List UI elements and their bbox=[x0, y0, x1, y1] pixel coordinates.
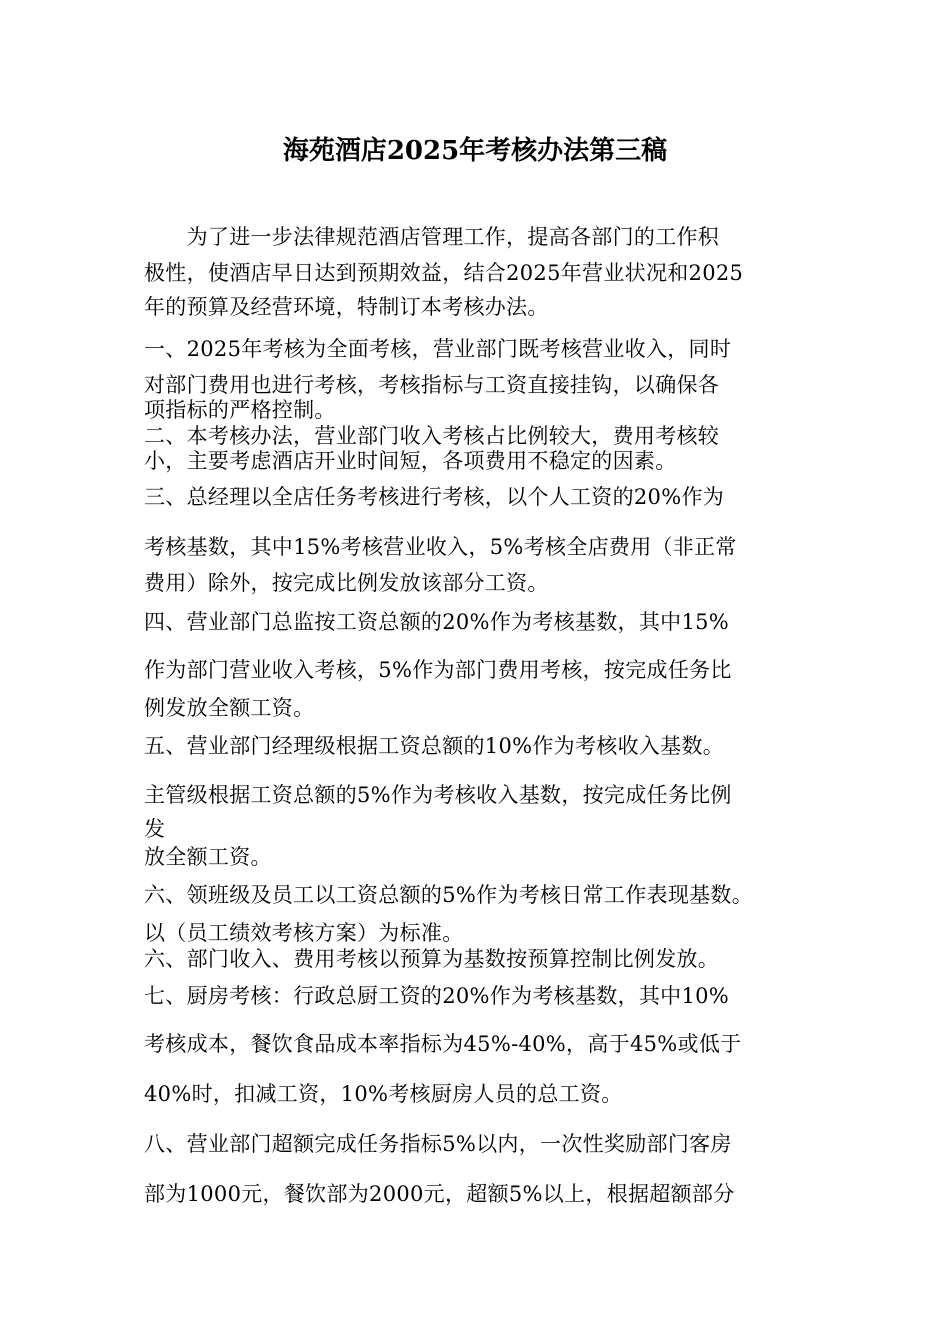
paragraph-line: 考核成本，餐饮食品成本率指标为45%-40%，高于45%或低于 bbox=[144, 1032, 742, 1056]
paragraph-line: 项指标的严格控制。 bbox=[144, 398, 336, 422]
paragraph-line: 发 bbox=[144, 817, 166, 841]
paragraph-line: 部为1000元，餐饮部为2000元，超额5%以上，根据超额部分 bbox=[144, 1182, 735, 1206]
paragraph-line: 六、领班级及员工以工资总额的5%作为考核日常工作表现基数。 bbox=[144, 883, 754, 907]
paragraph-line: 八、营业部门超额完成任务指标5%以内，一次性奖励部门客房 bbox=[144, 1132, 732, 1156]
paragraph-line: 极性，使酒店早日达到预期效益，结合2025年营业状况和2025 bbox=[144, 261, 744, 285]
paragraph-line: 考核基数，其中15%考核营业收入，5%考核全店费用（非正常 bbox=[144, 535, 737, 559]
paragraph-line: 主管级根据工资总额的5%作为考核收入基数，按完成任务比例 bbox=[144, 783, 732, 807]
paragraph-line: 例发放全额工资。 bbox=[144, 696, 315, 720]
paragraph-line: 四、营业部门总监按工资总额的20%作为考核基数，其中15% bbox=[144, 610, 730, 634]
paragraph-line: 以（员工绩效考核方案）为标准。 bbox=[144, 921, 464, 945]
paragraph-line: 七、厨房考核：行政总厨工资的20%作为考核基数，其中10% bbox=[144, 984, 730, 1008]
paragraph-line: 二、本考核办法，营业部门收入考核占比例较大，费用考核较 bbox=[144, 424, 720, 448]
paragraph-line: 放全额工资。 bbox=[144, 845, 272, 869]
paragraph-line: 作为部门营业收入考核，5%作为部门费用考核，按完成任务比 bbox=[144, 658, 732, 682]
paragraph-line: 小，主要考虑酒店开业时间短，各项费用不稳定的因素。 bbox=[144, 449, 677, 473]
document-title: 海苑酒店2025年考核办法第三稿 bbox=[282, 136, 668, 166]
paragraph-line: 年的预算及经营环境，特制订本考核办法。 bbox=[144, 295, 549, 319]
paragraph-line: 五、营业部门经理级根据工资总额的10%作为考核收入基数。 bbox=[144, 734, 725, 758]
paragraph-line: 一、2025年考核为全面考核，营业部门既考核营业收入，同时 bbox=[144, 337, 732, 361]
paragraph-line: 为了进一步法律规范酒店管理工作，提高各部门的工作积 bbox=[144, 225, 720, 249]
paragraph-line: 三、总经理以全店任务考核进行考核，以个人工资的20%作为 bbox=[144, 485, 725, 509]
paragraph-line: 费用）除外，按完成比例发放该部分工资。 bbox=[144, 571, 549, 595]
paragraph-line: 六、部门收入、费用考核以预算为基数按预算控制比例发放。 bbox=[144, 947, 720, 971]
paragraph-line: 对部门费用也进行考核，考核指标与工资直接挂钩，以确保各 bbox=[144, 373, 720, 397]
paragraph-line: 40%时，扣减工资，10%考核厨房人员的总工资。 bbox=[144, 1082, 623, 1106]
